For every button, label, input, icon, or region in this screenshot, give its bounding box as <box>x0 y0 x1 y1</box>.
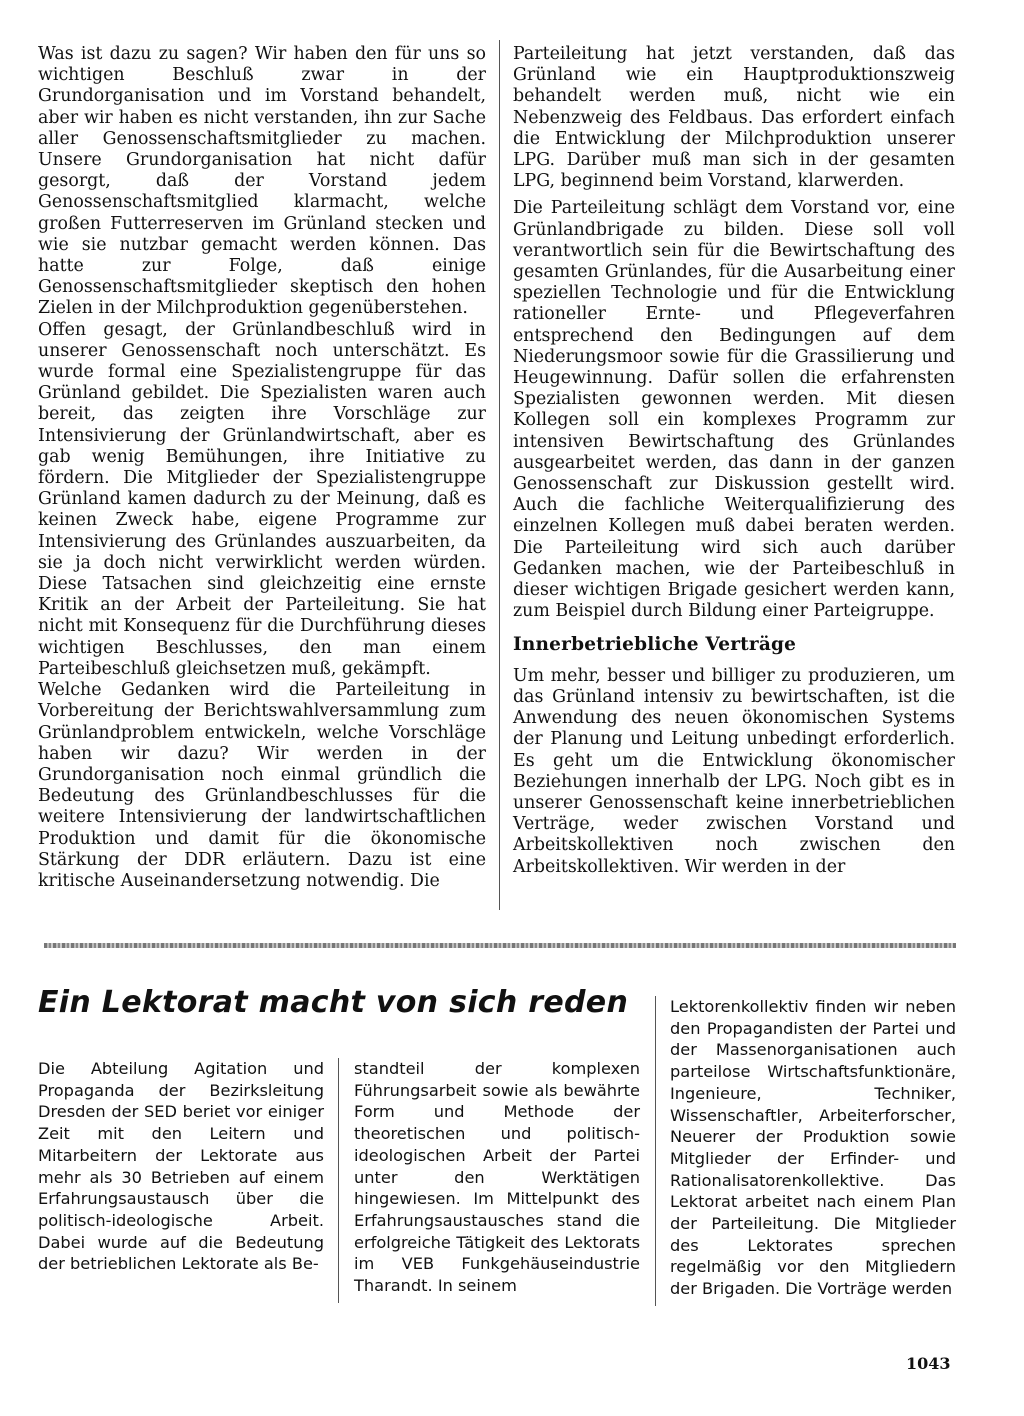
lower-column-2 <box>354 1058 640 1297</box>
paragraph: standteil der komplexen Führungsarbeit sowie als bewährte Form und Methode der theoretischen und politisch-ideologischen Arbeit der Partei unter den Werktätigen hingewiesen. Im Mittelpunkt des Erfahrungsaustausches stand die erfolgreiche Tätigkeit des Lektorats im VEB Funkgehäuseindustrie Tharandt. In seinem <box>354 1059 640 1296</box>
article-headline: Ein Lektorat macht von sich reden <box>38 985 629 1020</box>
paragraph: Parteileitung hat jetzt verstanden, daß das Grünland wie ein Hauptproduktionszweig behandelt werden muß, nicht wie ein Nebenzweig des Feldbaus. Das erfordert einfach die Entwicklung der Milchproduktion unserer LPG. Darüber muß man sich in der gesamten LPG, beginnend beim Vorstand, klarwerden. <box>513 44 955 192</box>
upper-left-column <box>38 44 486 892</box>
paragraph: Lektorenkollektiv finden wir neben den Propagandisten der Partei und der Massenorganisationen auch parteilose Wirtschaftsfunktionäre, Ingenieure, Techniker, Wissenschaftler, Arbeiterforscher, Neuerer der Produktion sowie Mitglieder der Erfinder- und Rationalisatorenkollektive. Das Lektorat arbeitet nach einem Plan der Parteileitung. Die Mitglieder des Lektorates sprechen regelmäßig vor den Mitgliedern der Brigaden. Die Vorträge werden <box>670 997 956 1299</box>
lower-column-1 <box>38 1058 324 1275</box>
paragraph: Was ist dazu zu sagen? Wir haben den für uns so wichtigen Beschluß zwar in der Grundorganisation und im Vorstand behandelt, aber wir haben es nicht verstanden, ihn zur Sache aller Genossenschaftsmitglieder zu machen. Unsere Grundorganisation hat nicht dafür gesorgt, daß der Vorstand jedem Genossenschaftsmitglied klarmacht, welche großen Futterreserven im Grünland stecken und wie sie nutzbar gemacht werden können. Das hatte zur Folge, daß einige Genossenschaftsmitglieder skeptisch den hohen Zielen in der Milchproduktion gegenüberstehen. <box>38 44 486 319</box>
paragraph: Offen gesagt, der Grünlandbeschluß wird in unserer Genossenschaft noch unterschätzt. Es wurde formal eine Spezialistengruppe für das Grünland gebildet. Die Spezialisten waren auch bereit, das zeigten ihre Vorschläge zur Intensivierung der Grünlandwirtschaft, aber es gab wenig Bemühungen, ihre Initiative zu fördern. Die Mitglieder der Spezialistengruppe Grünland kamen dadurch zu der Meinung, daß es keinen Zweck habe, eigene Programme zur Intensivierung des Grünlandes auszuarbeiten, da sie ja doch nicht verwirklicht werden würden. Diese Tatsachen sind gleichzeitig eine ernste Kritik an der Arbeit der Parteileitung. Sie hat nicht mit Konsequenz für die Durchführung dieses wichtigen Beschlusses, den man einem Parteibeschluß gleichsetzen muß, gekämpft. <box>38 319 486 679</box>
paragraph: Welche Gedanken wird die Parteileitung in Vorbereitung der Berichtswahlversammlung zum Grünlandproblem entwickeln, welche Vorschläge haben wir dazu? Wir werden in der Grundorganisation noch einmal gründlich die Bedeutung des Grünlandbeschlusses für die weitere Intensivierung der landwirtschaftlichen Produktion und damit für die ökonomische Stärkung der DDR erläutern. Dazu ist eine kritische Auseinandersetzung notwendig. Die <box>38 680 486 891</box>
section-subheading: Innerbetriebliche Verträge <box>513 634 797 656</box>
column-divider-line <box>499 40 500 910</box>
lower-column-3 <box>670 996 956 1300</box>
page-number: 1043 <box>906 1354 951 1373</box>
paragraph: Die Parteileitung schlägt dem Vorstand vor, eine Grünlandbrigade zu bilden. Diese soll voll verantwortlich sein für die Bewirtschaftung des gesamten Grünlandes, für die Ausarbeitung einer speziellen Technologie und für die Entwicklung rationeller Ernte- und Pflegeverfahren entsprechend den Bedingungen auf dem Niederungsmoor sowie für die Grassilierung und Heugewinnung. Dafür sollen die erfahrensten Spezialisten gewonnen werden. Mit diesen Kollegen soll ein komplexes Programm zur intensiven Bewirtschaftung des Grünlandes ausgearbeitet werden, das dann in der ganzen Genossenschaft zur Diskussion gestellt wird. Auch die fachliche Weiterqualifizierung des einzelnen Kollegen muß dabei beraten werden. Die Parteileitung wird sich auch darüber Gedanken machen, wie der Parteibeschluß in dieser wichtigen Brigade gesichert werden kann, zum Beispiel durch Bildung einer Parteigruppe. <box>513 198 955 622</box>
paragraph: Die Abteilung Agitation und Propaganda der Bezirksleitung Dresden der SED beriet vor einiger Zeit mit den Leitern und Mitarbeitern der Lektorate aus mehr als 30 Betrieben auf einem Erfahrungsaustausch über die politisch-ideologische Arbeit. Dabei wurde auf die Bedeutung der betrieblichen Lektorate als Be- <box>38 1059 324 1274</box>
upper-right-column <box>513 44 955 878</box>
column-divider-line <box>655 996 656 1306</box>
paragraph: Um mehr, besser und billiger zu produzieren, um das Grünland intensiv zu bewirtschaften, ist die Anwendung des neuen ökonomischen Systems der Planung und Leitung unbedingt erforderlich. Es geht um die Entwicklung ökonomischer Beziehungen innerhalb der LPG. Noch gibt es in unserer Genossenschaft keine innerbetrieblichen Verträge, weder zwischen Vorstand und Arbeitskollektiven noch zwischen den Arbeitskollektiven. Wir werden in der <box>513 665 955 877</box>
article-separator-rule <box>44 943 956 948</box>
column-divider-line <box>338 1058 339 1303</box>
